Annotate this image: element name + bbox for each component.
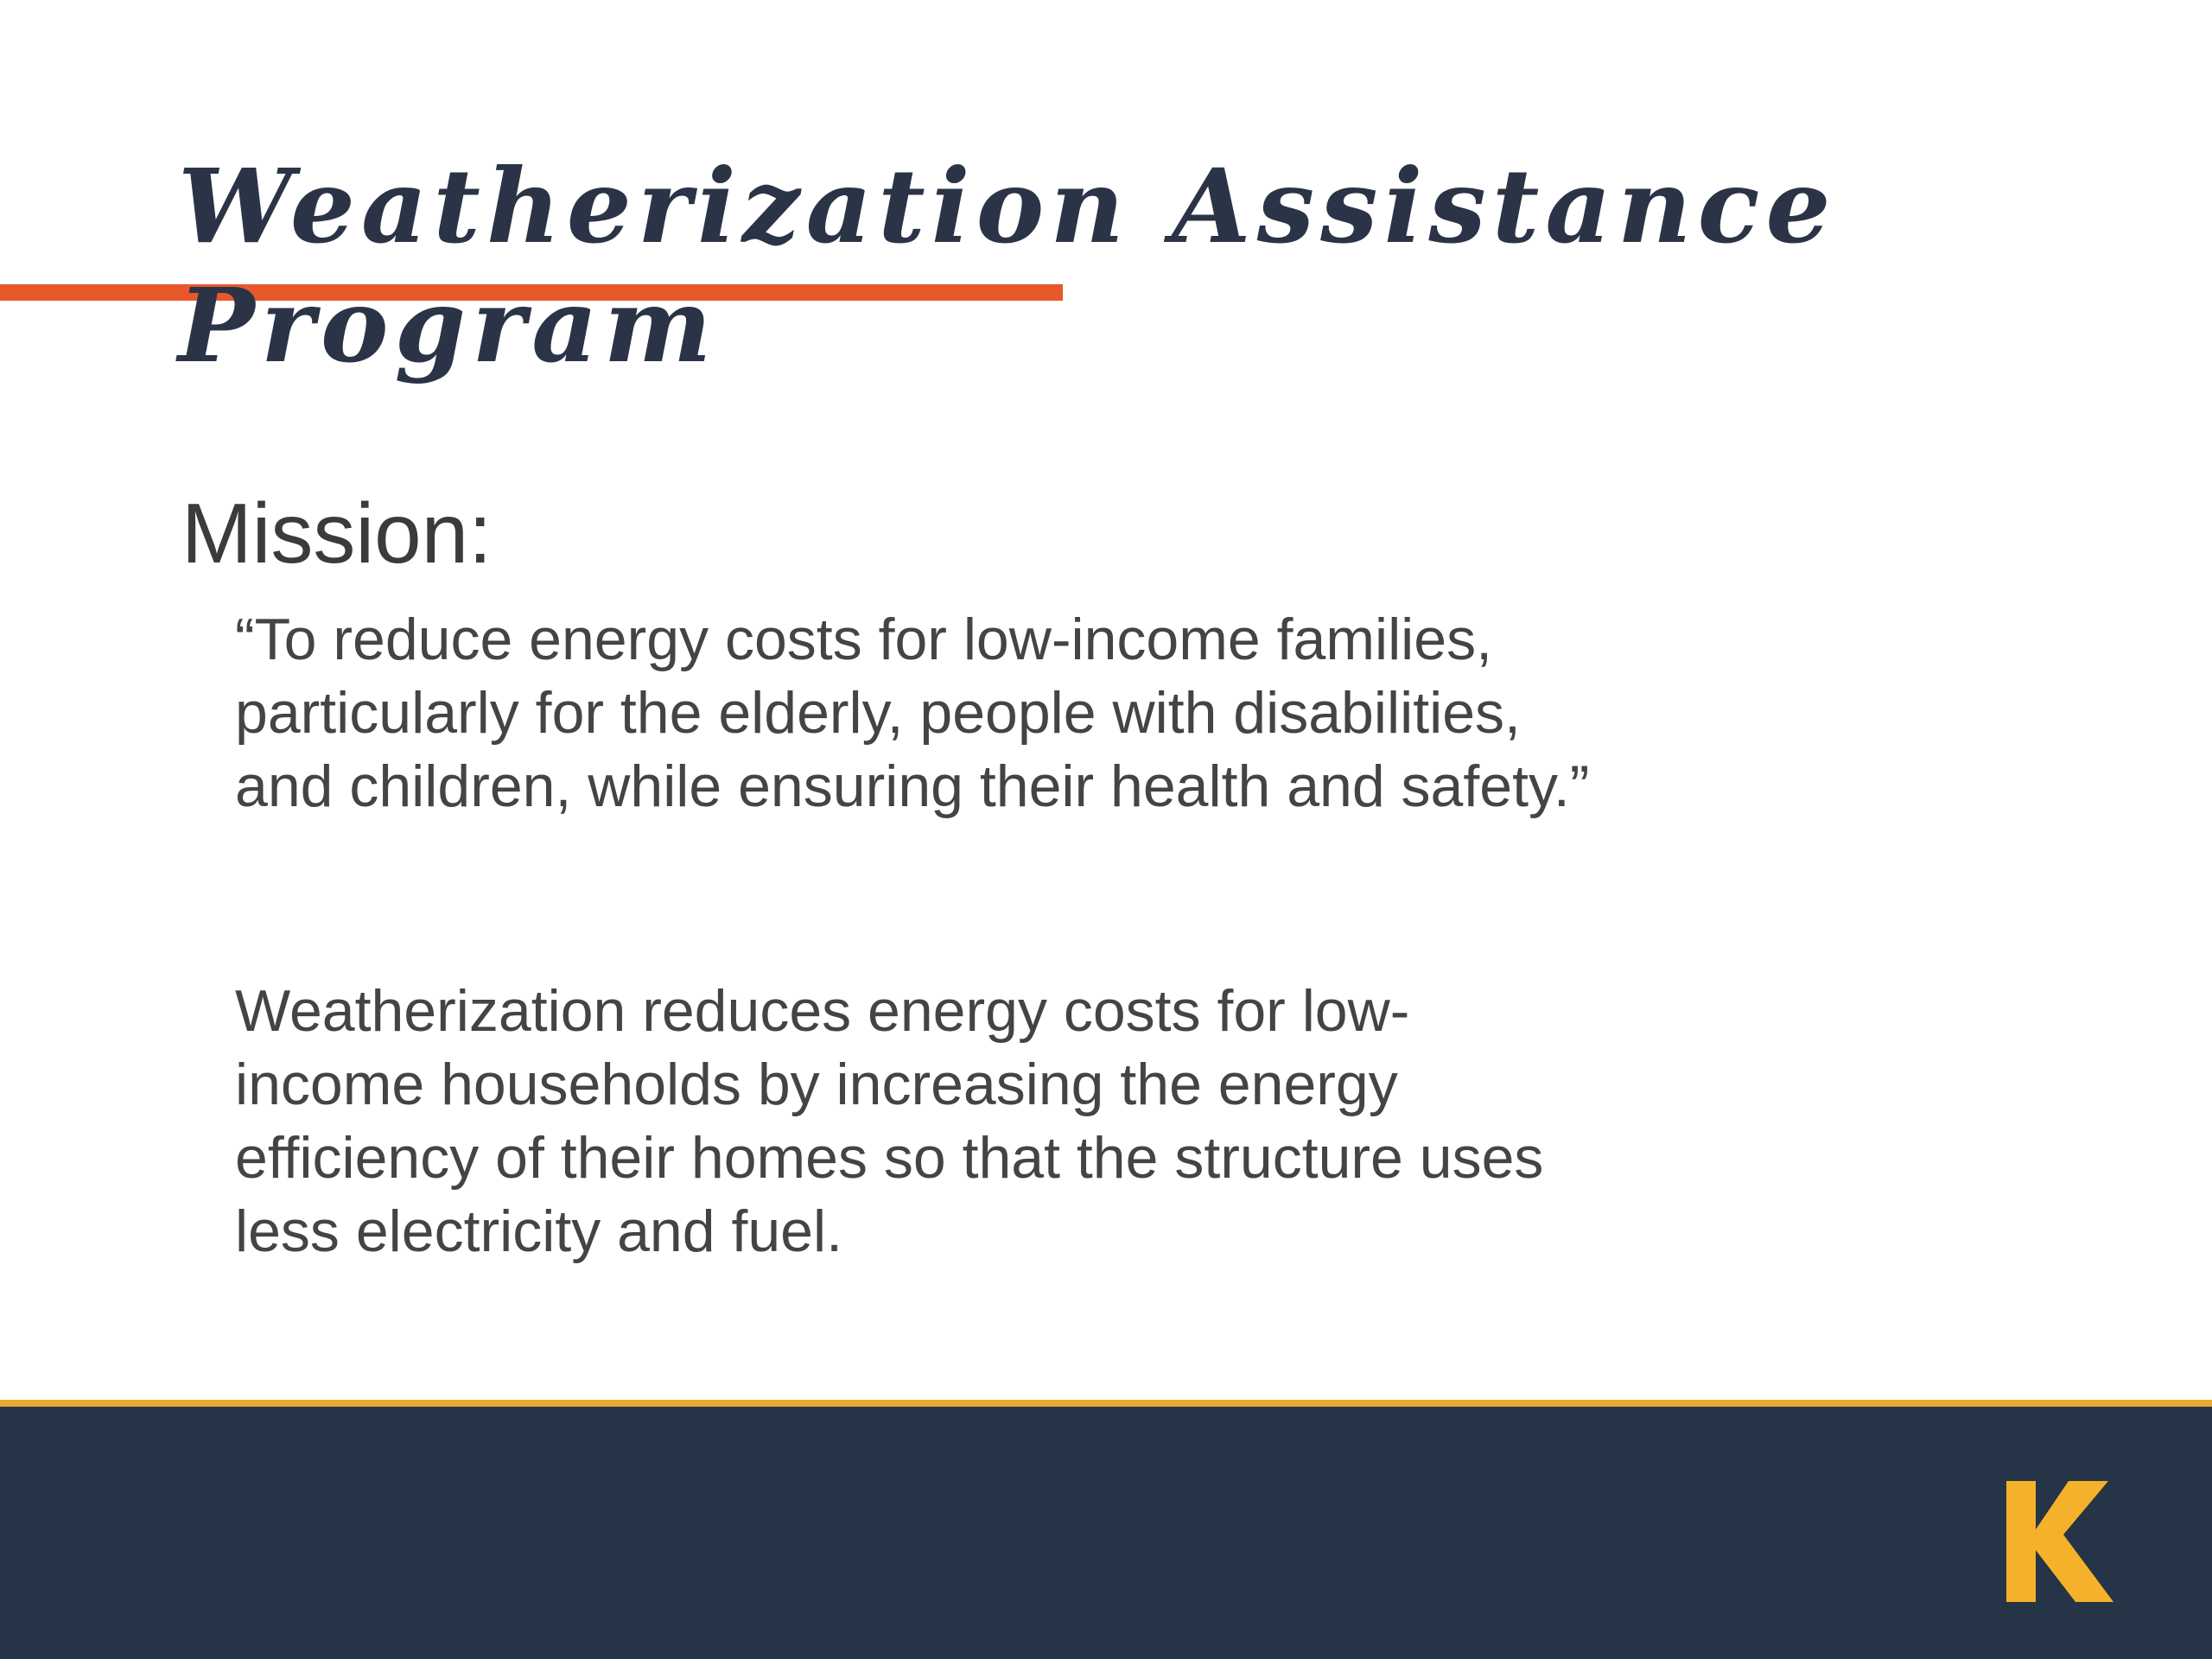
- slide-title: [178, 147, 1906, 385]
- mission-quote-line: particularly for the elderly, people with disabilities,: [235, 680, 1521, 746]
- k-logo-icon: [2006, 1481, 2117, 1602]
- description-paragraph: [235, 975, 1543, 1268]
- mission-quote: [235, 603, 1589, 823]
- description-line: efficiency of their homes so that the structure uses: [235, 1125, 1544, 1191]
- mission-quote-line: and children, while ensuring their health and safety.”: [235, 753, 1590, 819]
- description-line: less electricity and fuel.: [235, 1198, 842, 1264]
- slide-title-line-2: Program: [178, 265, 718, 385]
- mission-quote-line: “To reduce energy costs for low-income families,: [235, 607, 1492, 672]
- description-line: income households by increasing the energy: [235, 1052, 1398, 1117]
- mission-heading: Mission:: [181, 486, 493, 581]
- description-line: Weatherization reduces energy costs for low-: [235, 978, 1410, 1044]
- footer-bar: [0, 1400, 2212, 1659]
- slide-title-line-1: Weatherization Assistance: [178, 146, 1837, 266]
